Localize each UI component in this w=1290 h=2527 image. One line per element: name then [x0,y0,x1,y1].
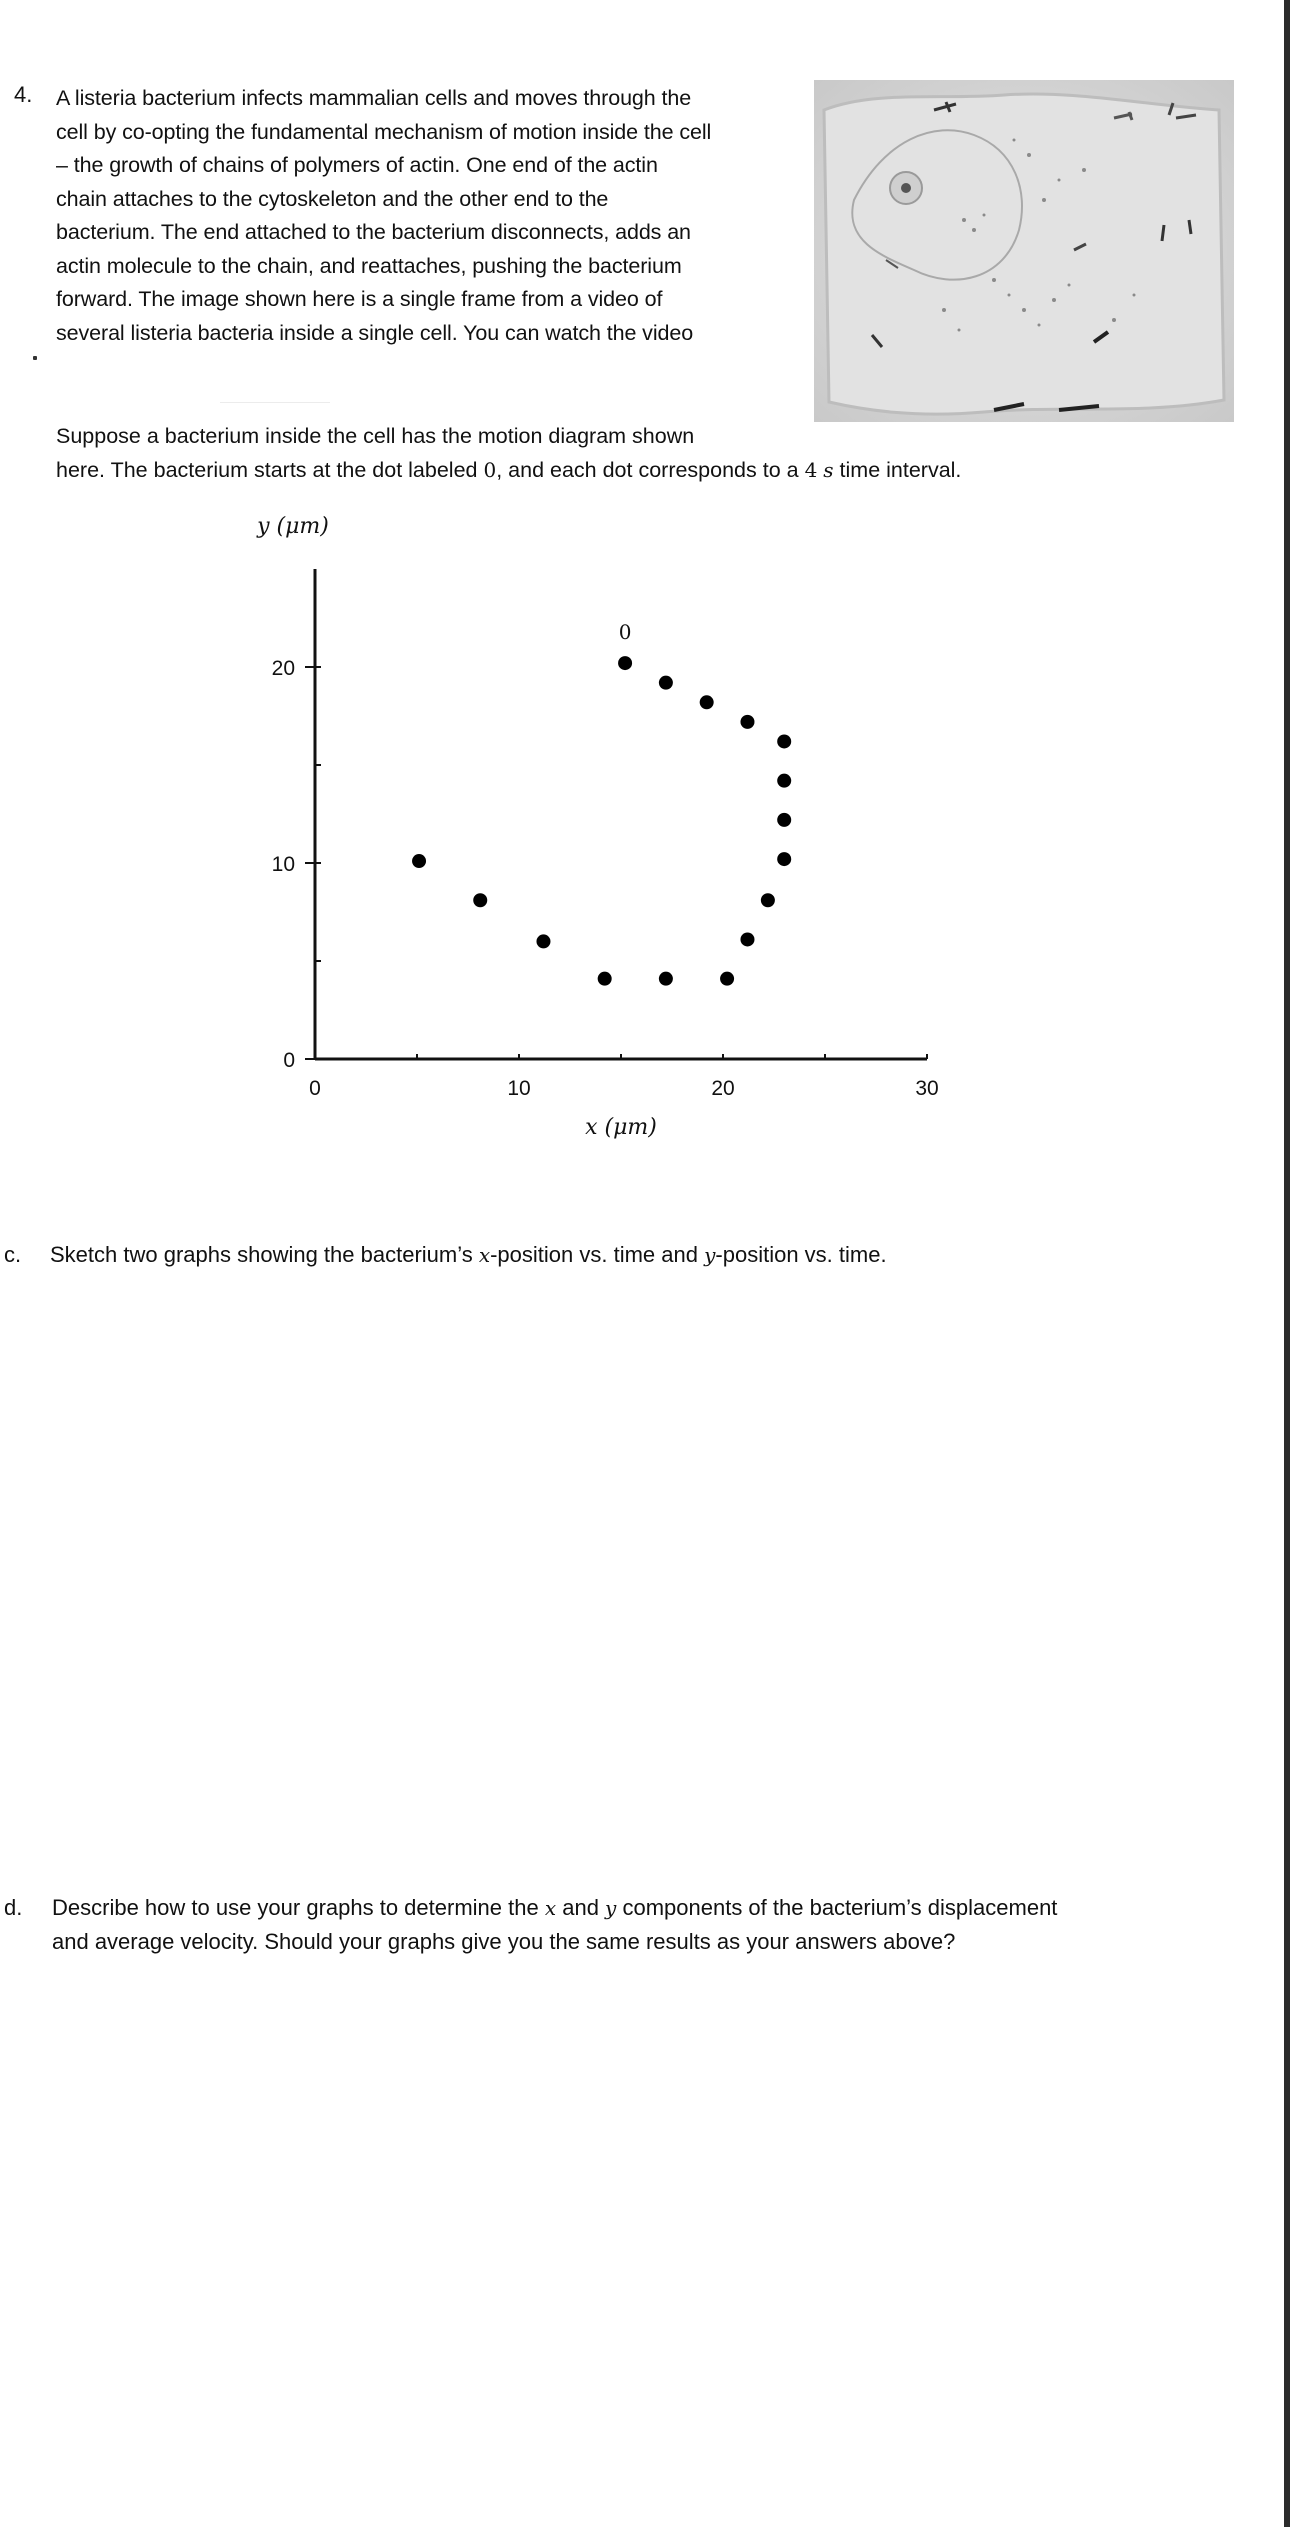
part-d-text: Describe how to use your graphs to determine the [52,1895,545,1920]
motion-diagram-description [56,419,1236,487]
motion-dot [777,813,791,827]
part-d-body [52,1891,1287,1959]
stray-mark [33,356,37,360]
motion-dot [720,972,734,986]
text-segment: , and each dot corresponds to a [496,458,805,482]
text-segment: here. The bacterium starts at the dot labeled [56,458,484,482]
motion-dot [740,715,754,729]
motion-dot [777,852,791,866]
x-variable: x [544,1896,557,1920]
y-tick-label: 10 [271,853,295,876]
description-line-2 [56,453,1236,487]
x-axis-label: x (μm) [585,1115,657,1140]
intro-line: actin molecule to the chain, and reattaches, pushing the bacterium [56,253,682,278]
part-d-label: d. [4,1895,23,1920]
intro-line: bacterium. The end attached to the bacterium disconnects, adds an [56,220,691,244]
y-tick-label: 20 [271,657,295,680]
intro-line: – the growth of chains of polymers of actin. One end of the actin [56,153,658,177]
intro-line: several listeria bacteria inside a single cell. You can watch the video [56,320,694,345]
motion-dot [700,695,714,709]
motion-dot [598,972,612,986]
question-number: 4. [14,82,33,107]
intro-line: forward. The image shown here is a single frame from a video of [56,287,663,311]
listeria-cell-micrograph [814,80,1234,422]
y-variable: y [605,1896,617,1920]
start-dot-ref: 0 [483,458,497,482]
y-variable: y [704,1243,716,1267]
start-dot [618,656,632,670]
x-variable: x [478,1243,491,1267]
motion-dot [777,774,791,788]
page-right-edge [1284,0,1290,2527]
intro-line: A listeria bacterium infects mammalian cells and moves through the [56,86,692,110]
question-intro [56,82,796,350]
part-c-label: c. [4,1242,22,1267]
motion-diagram-chart [220,510,980,1160]
part-c [4,1242,887,1268]
motion-dot [473,893,487,907]
x-tick-label: 10 [507,1077,531,1100]
part-c-text: Sketch two graphs showing the bacterium’s [50,1242,479,1267]
x-tick-label: 0 [309,1077,321,1100]
motion-dot [412,854,426,868]
start-dot-label: 0 [618,620,632,645]
part-d-text: and [556,1895,606,1920]
motion-dot [659,676,673,690]
interval-unit: s [823,458,834,482]
interval-value: 4 [804,458,818,482]
motion-dot [659,972,673,986]
intro-line: cell by co-opting the fundamental mechanism of motion inside the cell [56,119,712,144]
text-segment: time interval. [833,458,962,482]
x-tick-label: 20 [711,1077,735,1100]
part-d-line-1 [52,1891,1287,1925]
part-c-text: -position vs. time. [715,1242,887,1267]
y-axis-label: y (μm) [257,514,329,539]
part-c-text: -position vs. time and [490,1242,705,1267]
y-tick-label: 0 [283,1049,295,1072]
faint-line [220,402,330,403]
motion-dot [740,932,754,946]
part-d-line-2: and average velocity. Should your graphs give you the same results as your answers above? [52,1929,956,1954]
intro-line: chain attaches to the cytoskeleton and the other end to the [56,186,609,211]
part-d-text: components of the bacterium’s displacement [616,1895,1058,1920]
motion-dot [777,734,791,748]
part-d [4,1891,1287,1959]
motion-dot [761,893,775,907]
motion-dot [536,934,550,948]
motion-diagram-svg [220,510,980,1160]
description-line-1: Suppose a bacterium inside the cell has the motion diagram shown [56,424,695,448]
x-tick-label: 30 [915,1077,939,1100]
